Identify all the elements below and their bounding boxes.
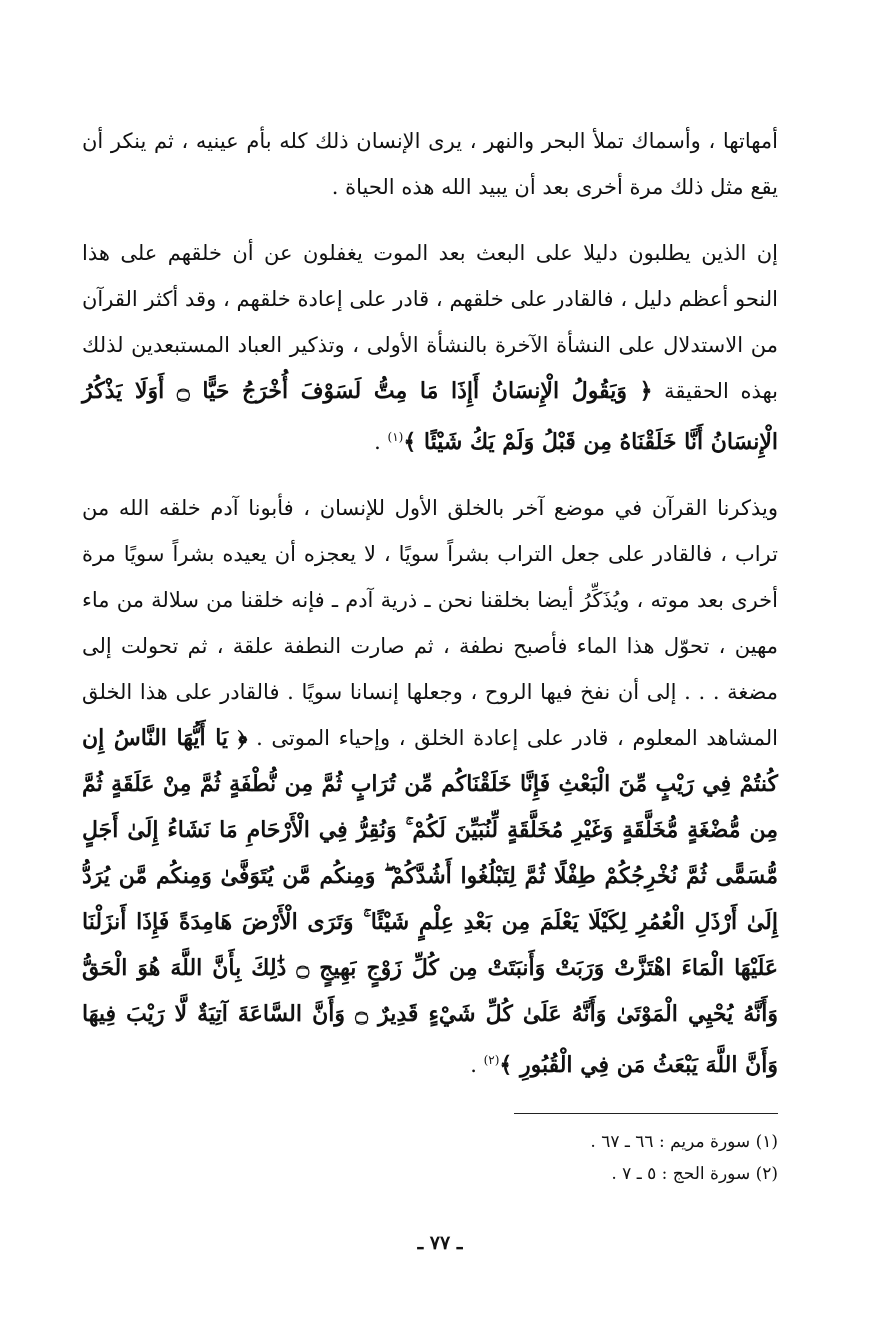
quran-verse-hajj: ﴿ يَا أَيُّهَا النَّاسُ إِن كُنتُمْ فِي رَيْبٍ مِّنَ الْبَعْثِ فَإِنَّا خَلَقْنَاكُم مِّن تُرَابٍ ثُمَّ مِن نُّطْفَةٍ ثُمَّ مِنْ عَلَقَةٍ ثُمَّ مِن مُّضْغَةٍ مُّخَلَّقَةٍ وَغَيْرِ مُخَلَّقَةٍ لِّنُبَيِّنَ لَكُمْ ۚ وَنُقِرُّ فِي الْأَرْحَامِ مَا نَشَاءُ إِلَىٰ أَجَلٍ مُّسَمًّى ثُمَّ نُخْرِجُكُمْ طِفْلًا ثُمَّ لِتَبْلُغُوا أَشُدَّكُمْ ۖ وَمِنكُم مَّن يُتَوَفَّىٰ وَمِنكُم مَّن يُرَدُّ إِلَىٰ أَرْذَلِ الْعُمُرِ لِكَيْلَا يَعْلَمَ مِن بَعْدِ عِلْمٍ شَيْئًا ۚ وَتَرَى الْأَرْضَ هَامِدَةً فَإِذَا أَنزَلْنَا عَلَيْهَا الْمَاءَ اهْتَزَّتْ وَرَبَتْ وَأَنبَتَتْ مِن كُلِّ زَوْجٍ بَهِيجٍ ۝ ذَٰلِكَ بِأَنَّ اللَّهَ هُوَ الْحَقُّ وَأَنَّهُ يُحْيِي الْمَوْتَىٰ وَأَنَّهُ عَلَىٰ كُلِّ شَيْءٍ قَدِيرٌ ۝ وَأَنَّ السَّاعَةَ آتِيَةٌ لَّا رَيْبَ فِيهَا وَأَنَّ اللَّهَ يَبْعَثُ مَن فِي الْقُبُورِ ﴾ (82, 725, 778, 1078)
footnote-ref-1: (١) (387, 430, 404, 444)
footnotes (520, 1126, 778, 1190)
paragraph-3-text: ويذكرنا القرآن في موضع آخر بالخلق الأول للإنسان ، فأبونا آدم خلقه الله من تراب ، فالقادر على جعل التراب بشراً سويًا ، لا يعجزه أن يعيده بشراً سويًا مرة أخرى بعد موته ، ويُذَكِّرُ أيضا بخلقنا نحن ـ ذرية آدم ـ فإنه خلقنا من سلالة من ماء مهين ، تحوّل هذا الماء فأصبح نطفة ، ثم صارت النطفة علقة ، ثم تحولت إلى مضغة . . . إلى أن نفخ فيها الروح ، وجعلها إنسانا سويًا . فالقادر على هذا الخلق المشاهد المعلوم ، قادر على إعادة الخلق ، وإحياء الموتى . (82, 496, 778, 750)
footnote-ref-2: (٢) (483, 1053, 500, 1067)
quran-verse-maryam: ﴿ وَيَقُولُ الْإِنسَانُ أَإِذَا مَا مِتُّ لَسَوْفَ أُخْرَجُ حَيًّا ۝ أَوَلَا يَذْكُرُ الْإِنسَانُ أَنَّا خَلَقْنَاهُ مِن قَبْلُ وَلَمْ يَكُ شَيْئًا ﴾ (82, 378, 778, 455)
page-body (82, 118, 778, 1088)
paragraph-2-tail: . (374, 430, 388, 454)
paragraph-3-tail: . (470, 1053, 484, 1077)
paragraph-2 (82, 230, 778, 465)
page-number: ـ ٧٧ ـ (417, 1232, 463, 1254)
paragraph-1-text: أمهاتها ، وأسماك تملأ البحر والنهر ، يرى الإنسان ذلك كله بأم عينيه ، ثم ينكر أن يقع مثل ذلك مرة أخرى بعد أن يبيد الله هذه الحياة . (82, 129, 778, 199)
footnote-divider (514, 1113, 778, 1114)
paragraph-2-text: إن الذين يطلبون دليلا على البعث بعد الموت يغفلون عن أن خلقهم على هذا النحو أعظم دليل ، فالقادر على خلقهم ، قادر على إعادة خلقهم ، وقد أكثر القرآن من الاستدلال على النشأة الآخرة بالنشأة الأولى ، وتذكير العباد المستبعدين لذلك بهذه الحقيقة (82, 241, 779, 403)
footnote-1: (١) سورة مريم : ٦٦ ـ ٦٧ . (590, 1132, 778, 1152)
paragraph-3 (82, 485, 778, 1088)
footnote-2: (٢) سورة الحج : ٥ ـ ٧ . (611, 1164, 778, 1184)
paragraph-1 (82, 118, 778, 210)
